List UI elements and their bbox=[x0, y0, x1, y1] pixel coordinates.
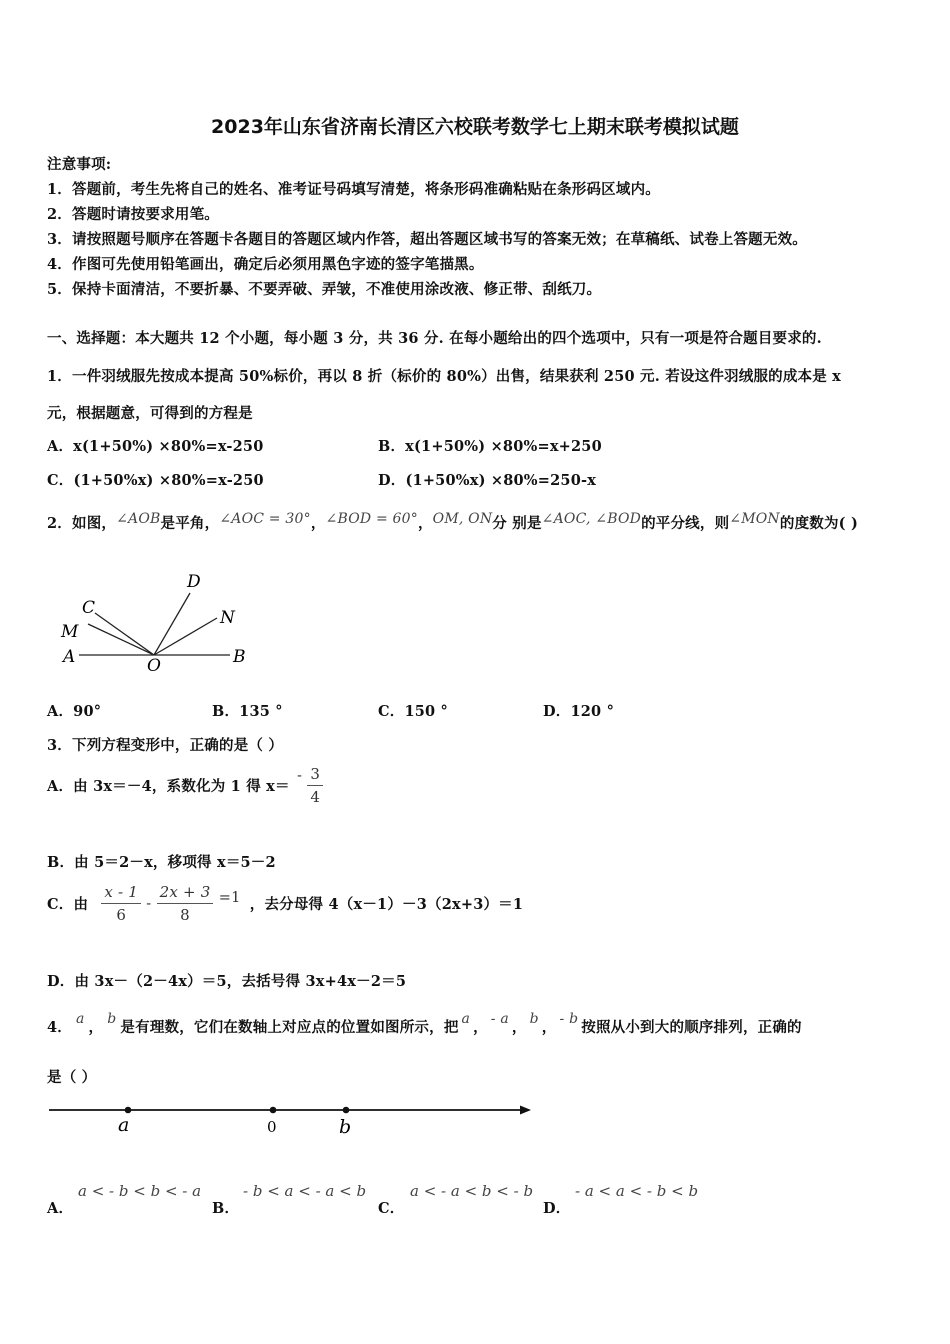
ray-od bbox=[154, 593, 190, 655]
ray-om bbox=[88, 624, 154, 655]
q3-option-c-prefix: C．由 bbox=[47, 896, 89, 913]
q4-math: - b bbox=[559, 1011, 579, 1027]
label-m: M bbox=[61, 622, 79, 642]
notice-item: 1．答题前，考生先将自己的姓名、准考证号码填写清楚，将条形码准确粘贴在条形码区域内。 bbox=[47, 181, 660, 198]
q3-fraction bbox=[307, 765, 323, 806]
q3-fraction-1 bbox=[101, 883, 141, 924]
q4-option-d-letter: D． bbox=[543, 1200, 571, 1217]
q4-option-a-expr: a < - b < b < - a bbox=[78, 1182, 202, 1200]
q2-text: 的平分线，则 bbox=[641, 515, 730, 532]
q4-option-b-expr: - b < a < - a < b bbox=[243, 1182, 367, 1200]
q2-math: ∠BOD = 60° bbox=[325, 511, 418, 527]
label-a: a bbox=[118, 1114, 130, 1136]
q2-text: 的度数为( ) bbox=[779, 515, 859, 532]
q3-equals-one: =1 bbox=[218, 889, 241, 906]
q4-option-c-letter: C． bbox=[378, 1200, 405, 1217]
q4-option-c-expr: a < - a < b < - b bbox=[410, 1182, 534, 1200]
fraction-denominator: 4 bbox=[310, 788, 321, 806]
label-o: O bbox=[147, 656, 161, 676]
q4-math: a bbox=[76, 1011, 85, 1027]
q3-option-a bbox=[47, 765, 323, 806]
notice-item: 2．答题时请按要求用笔。 bbox=[47, 206, 219, 223]
q4-option-b-letter: B． bbox=[212, 1200, 240, 1217]
q2-math: OM, ON bbox=[432, 511, 493, 527]
q4-option-d-expr: - a < a < - b < b bbox=[575, 1182, 699, 1200]
q3-stem: 3．下列方程变形中，正确的是（ ） bbox=[47, 737, 284, 754]
q3-minus-sign: - bbox=[296, 767, 303, 784]
q4-stem bbox=[47, 1011, 802, 1037]
q4-text: ， bbox=[88, 1019, 104, 1036]
q3-option-c-text: ，去分母得 4（x－1）－3（2x+3）＝1 bbox=[249, 896, 524, 913]
q2-option-c: C．150 ° bbox=[378, 703, 449, 720]
fraction-denominator: 8 bbox=[180, 906, 190, 924]
page-title: 2023年山东省济南长清区六校联考数学七上期末联考模拟试题 bbox=[211, 116, 739, 138]
q4-text: 4． bbox=[47, 1019, 72, 1036]
number-line bbox=[45, 1095, 540, 1140]
q2-option-b: B．135 ° bbox=[212, 703, 283, 720]
notice-item: 5．保持卡面清洁，不要折暴、不要弄破、弄皱，不准使用涂改液、修正带、刮纸刀。 bbox=[47, 281, 602, 298]
axis-arrow-icon bbox=[520, 1106, 531, 1115]
q3-fraction-2 bbox=[157, 883, 214, 924]
fraction-numerator: 3 bbox=[307, 765, 323, 786]
q2-math: ∠MON bbox=[729, 511, 780, 527]
q2-text: 分 别是 bbox=[492, 515, 542, 532]
notice-heading: 注意事项: bbox=[47, 156, 112, 173]
q2-text: 2．如图， bbox=[47, 515, 117, 532]
q4-math: b bbox=[107, 1011, 117, 1027]
q2-math: ∠AOC, ∠BOD bbox=[541, 511, 642, 527]
label-n: N bbox=[220, 608, 235, 628]
q1-stem-line1: 1．一件羽绒服先按成本提高 50%标价，再以 8 折（标价的 80%）出售，结果获利 250 元. 若设这件羽绒服的成本是 x bbox=[47, 368, 842, 385]
q4-math: b bbox=[529, 1011, 539, 1027]
fraction-numerator: x - 1 bbox=[101, 883, 141, 904]
q1-option-b: B．x(1+50%) ×80%=x+250 bbox=[378, 438, 602, 455]
q1-stem-line2: 元，根据题意，可得到的方程是 bbox=[47, 405, 253, 422]
q2-stem bbox=[47, 512, 858, 533]
label-d: D bbox=[187, 572, 201, 592]
q4-text: ， bbox=[511, 1019, 527, 1036]
q4-text: 是有理数，它们在数轴上对应点的位置如图所示，把 bbox=[120, 1019, 459, 1036]
q2-text: ， bbox=[417, 515, 433, 532]
q3-option-c bbox=[47, 883, 523, 924]
label-a: A bbox=[63, 647, 76, 667]
point-a bbox=[125, 1107, 132, 1114]
q4-math: - a bbox=[490, 1011, 509, 1027]
q4-stem-line2: 是（ ） bbox=[47, 1069, 97, 1086]
label-zero: 0 bbox=[267, 1118, 277, 1136]
fraction-numerator: 2x + 3 bbox=[157, 883, 214, 904]
section-heading: 一、选择题：本大题共 12 个小题，每小题 3 分，共 36 分. 在每小题给出的四个选项中，只有一项是符合题目要求的. bbox=[47, 330, 822, 347]
fraction-denominator: 6 bbox=[116, 906, 127, 924]
q2-option-d: D．120 ° bbox=[543, 703, 615, 720]
q4-math: a bbox=[461, 1011, 471, 1027]
angle-figure bbox=[55, 565, 265, 680]
ray-on bbox=[154, 618, 217, 655]
point-b bbox=[343, 1107, 350, 1114]
label-b: b bbox=[339, 1116, 352, 1138]
q2-math: ∠AOC = 30° bbox=[219, 511, 311, 527]
q3-option-b: B．由 5＝2－x，移项得 x＝5－2 bbox=[47, 854, 276, 871]
q3-option-a-text: A．由 3x＝－4，系数化为 1 得 x＝ bbox=[47, 778, 290, 795]
notice-item: 4．作图可先使用铅笔画出，确定后必须用黑色字迹的签字笔描黑。 bbox=[47, 256, 484, 273]
q4-text: ， bbox=[541, 1019, 557, 1036]
q4-text: 按照从小到大的顺序排列，正确的 bbox=[581, 1019, 802, 1036]
ray-oc bbox=[95, 613, 154, 655]
q2-option-a: A．90° bbox=[47, 703, 102, 720]
point-zero bbox=[270, 1107, 277, 1114]
label-b: B bbox=[233, 647, 246, 667]
notice-item: 3．请按照题号顺序在答题卡各题目的答题区域内作答，超出答题区域书写的答案无效；在草稿纸、试卷上答题无效。 bbox=[47, 231, 807, 248]
q2-text: 是平角， bbox=[160, 515, 220, 532]
q3-option-d: D．由 3x－（2－4x）＝5，去括号得 3x+4x－2＝5 bbox=[47, 973, 407, 990]
q4-option-a-letter: A． bbox=[47, 1200, 74, 1217]
q2-math: ∠AOB bbox=[116, 511, 161, 527]
q4-text: ， bbox=[473, 1019, 488, 1036]
q2-text: ， bbox=[310, 515, 326, 532]
q1-option-d: D．(1+50%x) ×80%=250-x bbox=[378, 472, 597, 489]
q1-option-c: C．(1+50%x) ×80%=x-250 bbox=[47, 472, 264, 489]
q3-minus-sign: - bbox=[146, 895, 152, 912]
q1-option-a: A．x(1+50%) ×80%=x-250 bbox=[47, 438, 264, 455]
label-c: C bbox=[82, 598, 96, 618]
